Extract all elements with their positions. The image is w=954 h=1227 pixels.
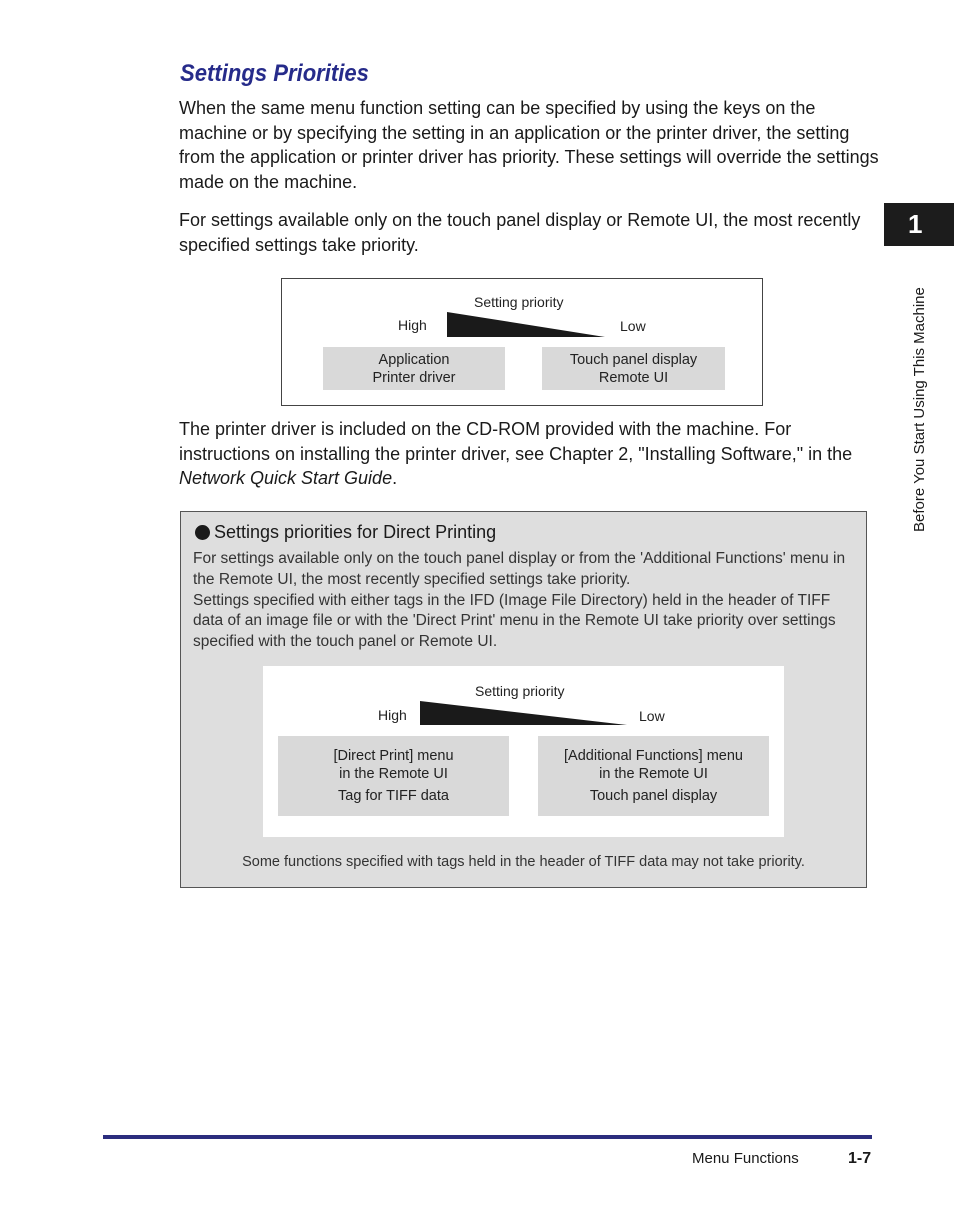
box-line: Printer driver [372,370,456,386]
note-heading [195,522,496,543]
box-line: in the Remote UI [339,766,448,782]
direct-printing-note [180,511,867,888]
chapter-title-vertical: Before You Start Using This Machine [911,287,928,532]
box-line: Touch panel display [589,788,718,804]
page-number: 1-7 [848,1150,872,1167]
diagram-caption: Setting priority [474,294,564,310]
box-line: [Direct Print] menu [333,748,454,764]
high-priority-box [278,736,509,816]
direct-print-priority-diagram [263,666,784,837]
low-priority-box [538,736,769,816]
touch-panel-paragraph: For settings available only on the touch panel display or Remote UI, the most recently specified settings take priority. [179,210,861,255]
note-body [193,549,858,653]
box-line: Touch panel display [569,352,698,368]
box-line: [Additional Functions] menu [564,748,743,764]
box-line: in the Remote UI [599,766,708,782]
low-label: Low [639,708,665,724]
priority-diagram [281,278,763,406]
driver-paragraph [179,417,879,491]
low-priority-box [542,347,725,390]
note-body-paragraph: Settings specified with either tags in the IFD (Image File Directory) held in the header of TIFF data of an image file or with the 'Direct Print' menu in the Remote UI take priority over settings specified with the touch panel or Remote UI. [193,591,836,651]
driver-paragraph-end: . [392,468,398,489]
diagram-caption: Setting priority [475,683,565,699]
note-heading-text: Settings priorities for Direct Printing [214,522,497,542]
high-label: High [398,317,427,333]
box-line: Remote UI [598,370,669,386]
footer-section-name: Menu Functions [692,1150,799,1167]
driver-paragraph-text: The printer driver is included on the CD-ROM provided with the machine. For instructions on installing the printer driver, see Chapter 2, "Installing Software," in the [179,419,853,464]
guide-title: Network Quick Start Guide [179,468,393,489]
note-body-paragraph: For settings available only on the touch panel display or from the 'Additional Functions' menu in the Remote UI, the most recently specified settings take priority. [193,550,846,588]
priority-wedge-icon [447,312,605,337]
section-title: Settings Priorities [180,60,369,87]
low-label: Low [620,318,646,334]
intro-paragraph: When the same menu function setting can be specified by using the keys on the machine or by specifying the setting in an application or the printer driver, the setting from the application or printer driver has priority. These settings will override the settings made on the machine. [179,98,879,192]
bullet-icon [195,525,210,540]
box-line: Application [378,352,450,368]
note-footnote: Some functions specified with tags held in the header of TIFF data may not take priority. [242,854,805,870]
high-label: High [378,707,407,723]
high-priority-box [323,347,505,390]
priority-wedge-icon [420,701,627,725]
chapter-tab: 1 [884,203,954,246]
footer-rule [103,1135,872,1139]
box-line: Tag for TIFF data [338,788,449,804]
